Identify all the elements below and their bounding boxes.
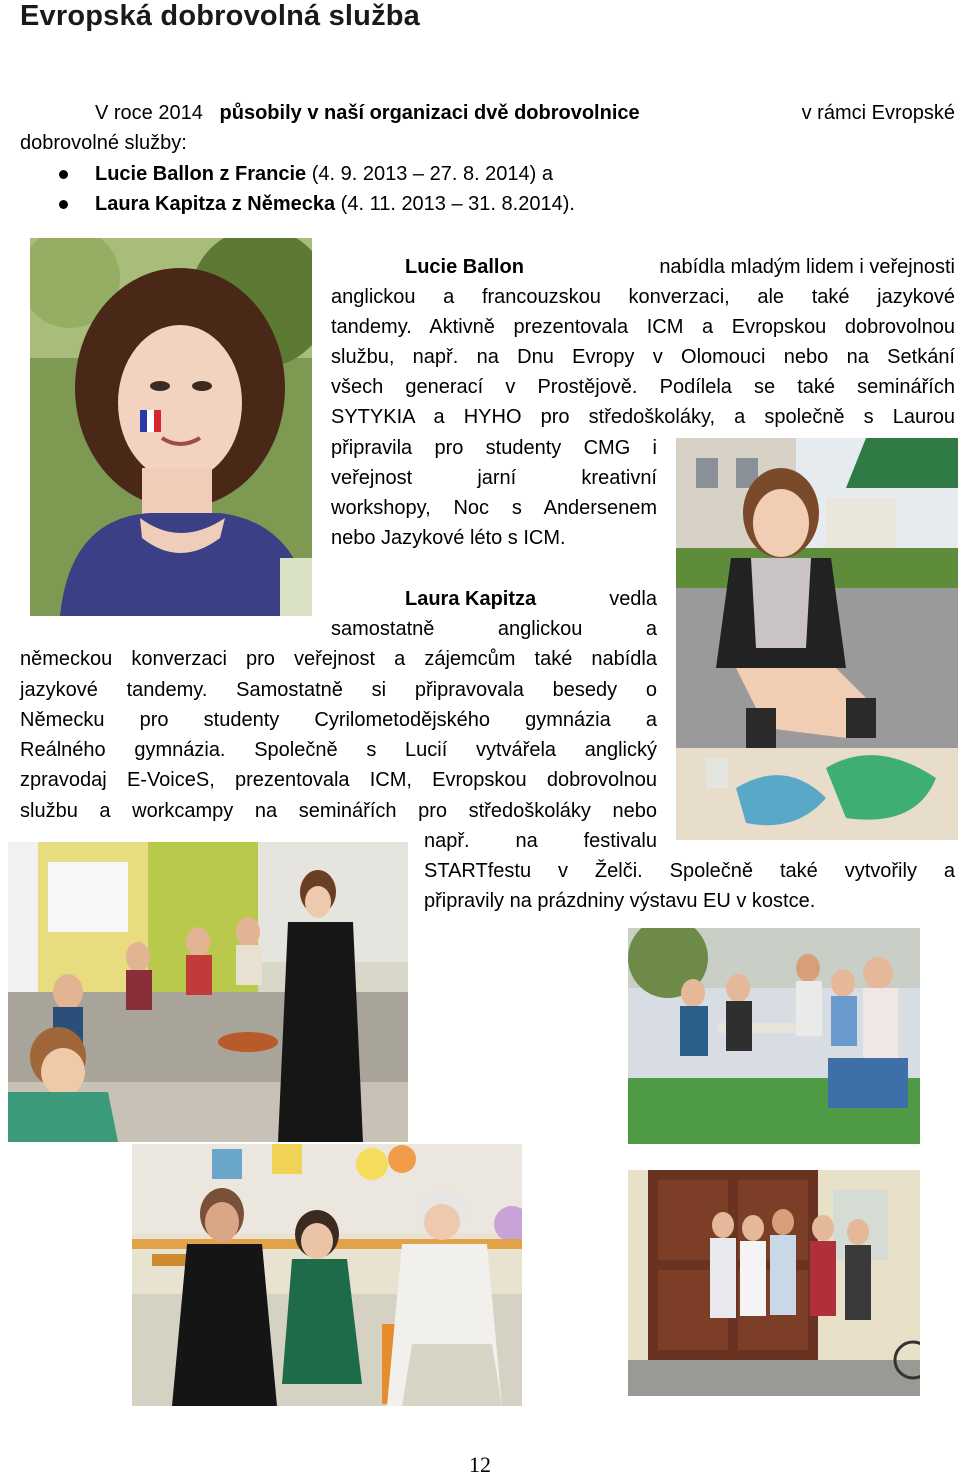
photo-classroom-group: [8, 842, 408, 1142]
lucie-line-4: všech generací v Prostějově. Podílela se také seminářích: [331, 376, 955, 398]
lucie-line-8: workshopy, Noc s Andersenem: [331, 497, 657, 519]
laura-line-1: samostatně anglickou a: [331, 618, 657, 640]
laura-line-0: [405, 584, 657, 614]
photo-generations-meeting: [132, 1144, 522, 1406]
laura-line-3: jazykové tandemy. Samostatně si připravovala besedy o: [20, 679, 657, 701]
intro-line-2: dobrovolné služby:: [20, 132, 187, 154]
bullet-dates-2: (4. 11. 2013 – 31. 8.2014).: [335, 193, 575, 215]
page-title: Evropská dobrovolná služba: [20, 0, 421, 32]
lucie-line-7: veřejnost jarní kreativní: [331, 467, 657, 489]
lucie-name: Lucie Ballon: [405, 256, 524, 278]
bullet-dot-1: [59, 170, 68, 179]
laura-line-10: připravily na prázdniny výstavu EU v kostce.: [424, 890, 816, 912]
bullet-dates-1: (4. 9. 2013 – 27. 8. 2014) a: [306, 163, 554, 185]
lucie-line-2: tandemy. Aktivně prezentovala ICM a Evropskou dobrovolnou: [331, 316, 955, 338]
intro-text-bold: působily v naší organizaci dvě dobrovolnice: [219, 102, 640, 124]
lucie-line-0: [405, 252, 955, 282]
laura-intro-text: vedla: [609, 588, 657, 610]
bullet-item-1: [95, 159, 553, 189]
photo-laura-street-painting: [676, 438, 958, 840]
intro-text-c: v rámci Evropské: [801, 102, 955, 124]
intro-text-a: V roce 2014: [95, 102, 203, 124]
lucie-intro-text: nabídla mladým lidem i veřejnosti: [659, 256, 955, 278]
bullet-name-1: Lucie Ballon z Francie: [95, 163, 307, 185]
page-number: 12: [469, 1452, 491, 1477]
lucie-line-5: SYTYKIA a HYHO pro středoškoláky, a společně s Laurou: [331, 406, 955, 428]
photo-lucie-portrait: [30, 238, 312, 616]
photo-outdoor-seniors: [628, 928, 920, 1144]
laura-line-7: službu a workcampy na seminářích pro středoškoláky nebo: [20, 800, 657, 822]
lucie-line-9: nebo Jazykové léto s ICM.: [331, 527, 566, 549]
laura-line-8: např. na festivalu: [424, 830, 657, 852]
photo-group-at-door: [628, 1170, 920, 1396]
intro-line-1: [95, 98, 955, 128]
lucie-line-3: službu, např. na Dnu Evropy v Olomouci nebo na Setkání: [331, 346, 955, 368]
laura-name: Laura Kapitza: [405, 588, 537, 610]
bullet-name-2: Laura Kapitza z Německa: [95, 193, 336, 215]
laura-line-6: zpravodaj E-VoiceS, prezentovala ICM, Evropskou dobrovolnou: [20, 769, 657, 791]
laura-line-9: STARTfestu v Želči. Společně také vytvořily a: [424, 860, 955, 882]
bullet-item-2: [95, 189, 575, 219]
lucie-line-1: anglickou a francouzskou konverzaci, ale také jazykové: [331, 286, 955, 308]
laura-line-5: Reálného gymnázia. Společně s Lucií vytvářela anglický: [20, 739, 657, 761]
bullet-dot-2: [59, 200, 68, 209]
laura-line-2: německou konverzaci pro veřejnost a zájemcům také nabídla: [20, 648, 657, 670]
lucie-line-6: připravila pro studenty CMG i: [331, 437, 657, 459]
laura-line-4: Německu pro studenty Cyrilometodějského gymnázia a: [20, 709, 657, 731]
